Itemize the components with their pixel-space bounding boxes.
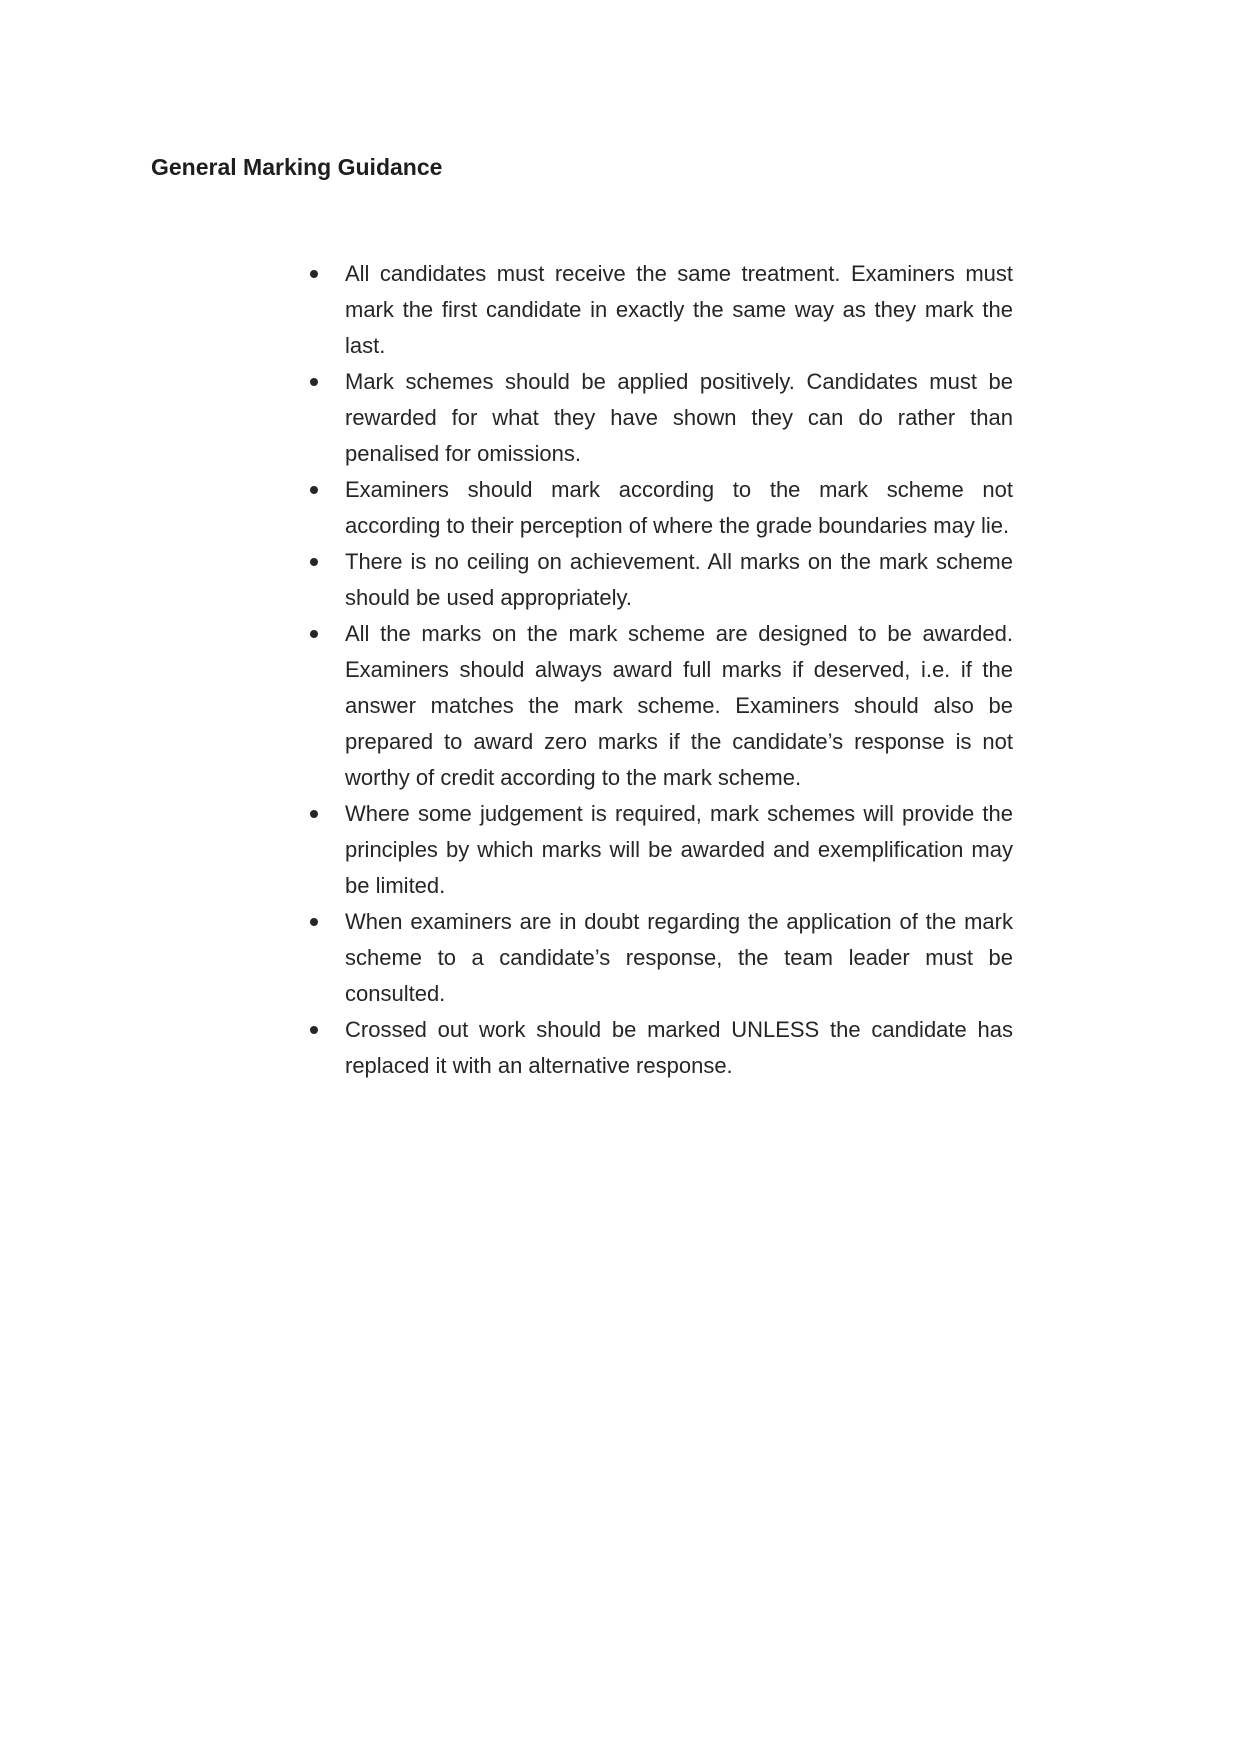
list-item-text: There is no ceiling on achievement. All marks on the mark scheme should be used appropriately.	[345, 549, 1013, 610]
list-item	[300, 364, 1013, 472]
guidance-list	[300, 256, 1013, 1084]
bullet-icon	[310, 630, 318, 638]
bullet-icon	[310, 918, 318, 926]
list-item-text: When examiners are in doubt regarding the application of the mark scheme to a candidate’s response, the team leader must be consulted.	[345, 909, 1013, 1006]
list-item	[300, 616, 1013, 796]
list-item-text: Mark schemes should be applied positively. Candidates must be rewarded for what they have shown they can do rather than penalised for omissions.	[345, 369, 1013, 466]
page-title: General Marking Guidance	[151, 154, 443, 180]
list-item-text: Crossed out work should be marked UNLESS the candidate has replaced it with an alternative response.	[345, 1017, 1013, 1078]
bullet-icon	[310, 810, 318, 818]
list-item	[300, 472, 1013, 544]
list-item-text: All the marks on the mark scheme are designed to be awarded. Examiners should always award full marks if deserved, i.e. if the answer matches the mark scheme. Examiners should also be prepared to award zero marks if the candidate’s response is not worthy of credit according to the mark scheme.	[345, 621, 1013, 790]
bullet-icon	[310, 1026, 318, 1034]
list-item-text: Where some judgement is required, mark schemes will provide the principles by which marks will be awarded and exemplification may be limited.	[345, 801, 1013, 898]
list-item	[300, 256, 1013, 364]
list-item	[300, 544, 1013, 616]
list-item	[300, 1012, 1013, 1084]
list-item	[300, 796, 1013, 904]
bullet-icon	[310, 378, 318, 386]
bullet-icon	[310, 486, 318, 494]
bullet-icon	[310, 270, 318, 278]
list-item-text: Examiners should mark according to the mark scheme not according to their perception of where the grade boundaries may lie.	[345, 477, 1013, 538]
list-item	[300, 904, 1013, 1012]
list-item-text: All candidates must receive the same treatment. Examiners must mark the first candidate in exactly the same way as they mark the last.	[345, 261, 1013, 358]
bullet-icon	[310, 558, 318, 566]
